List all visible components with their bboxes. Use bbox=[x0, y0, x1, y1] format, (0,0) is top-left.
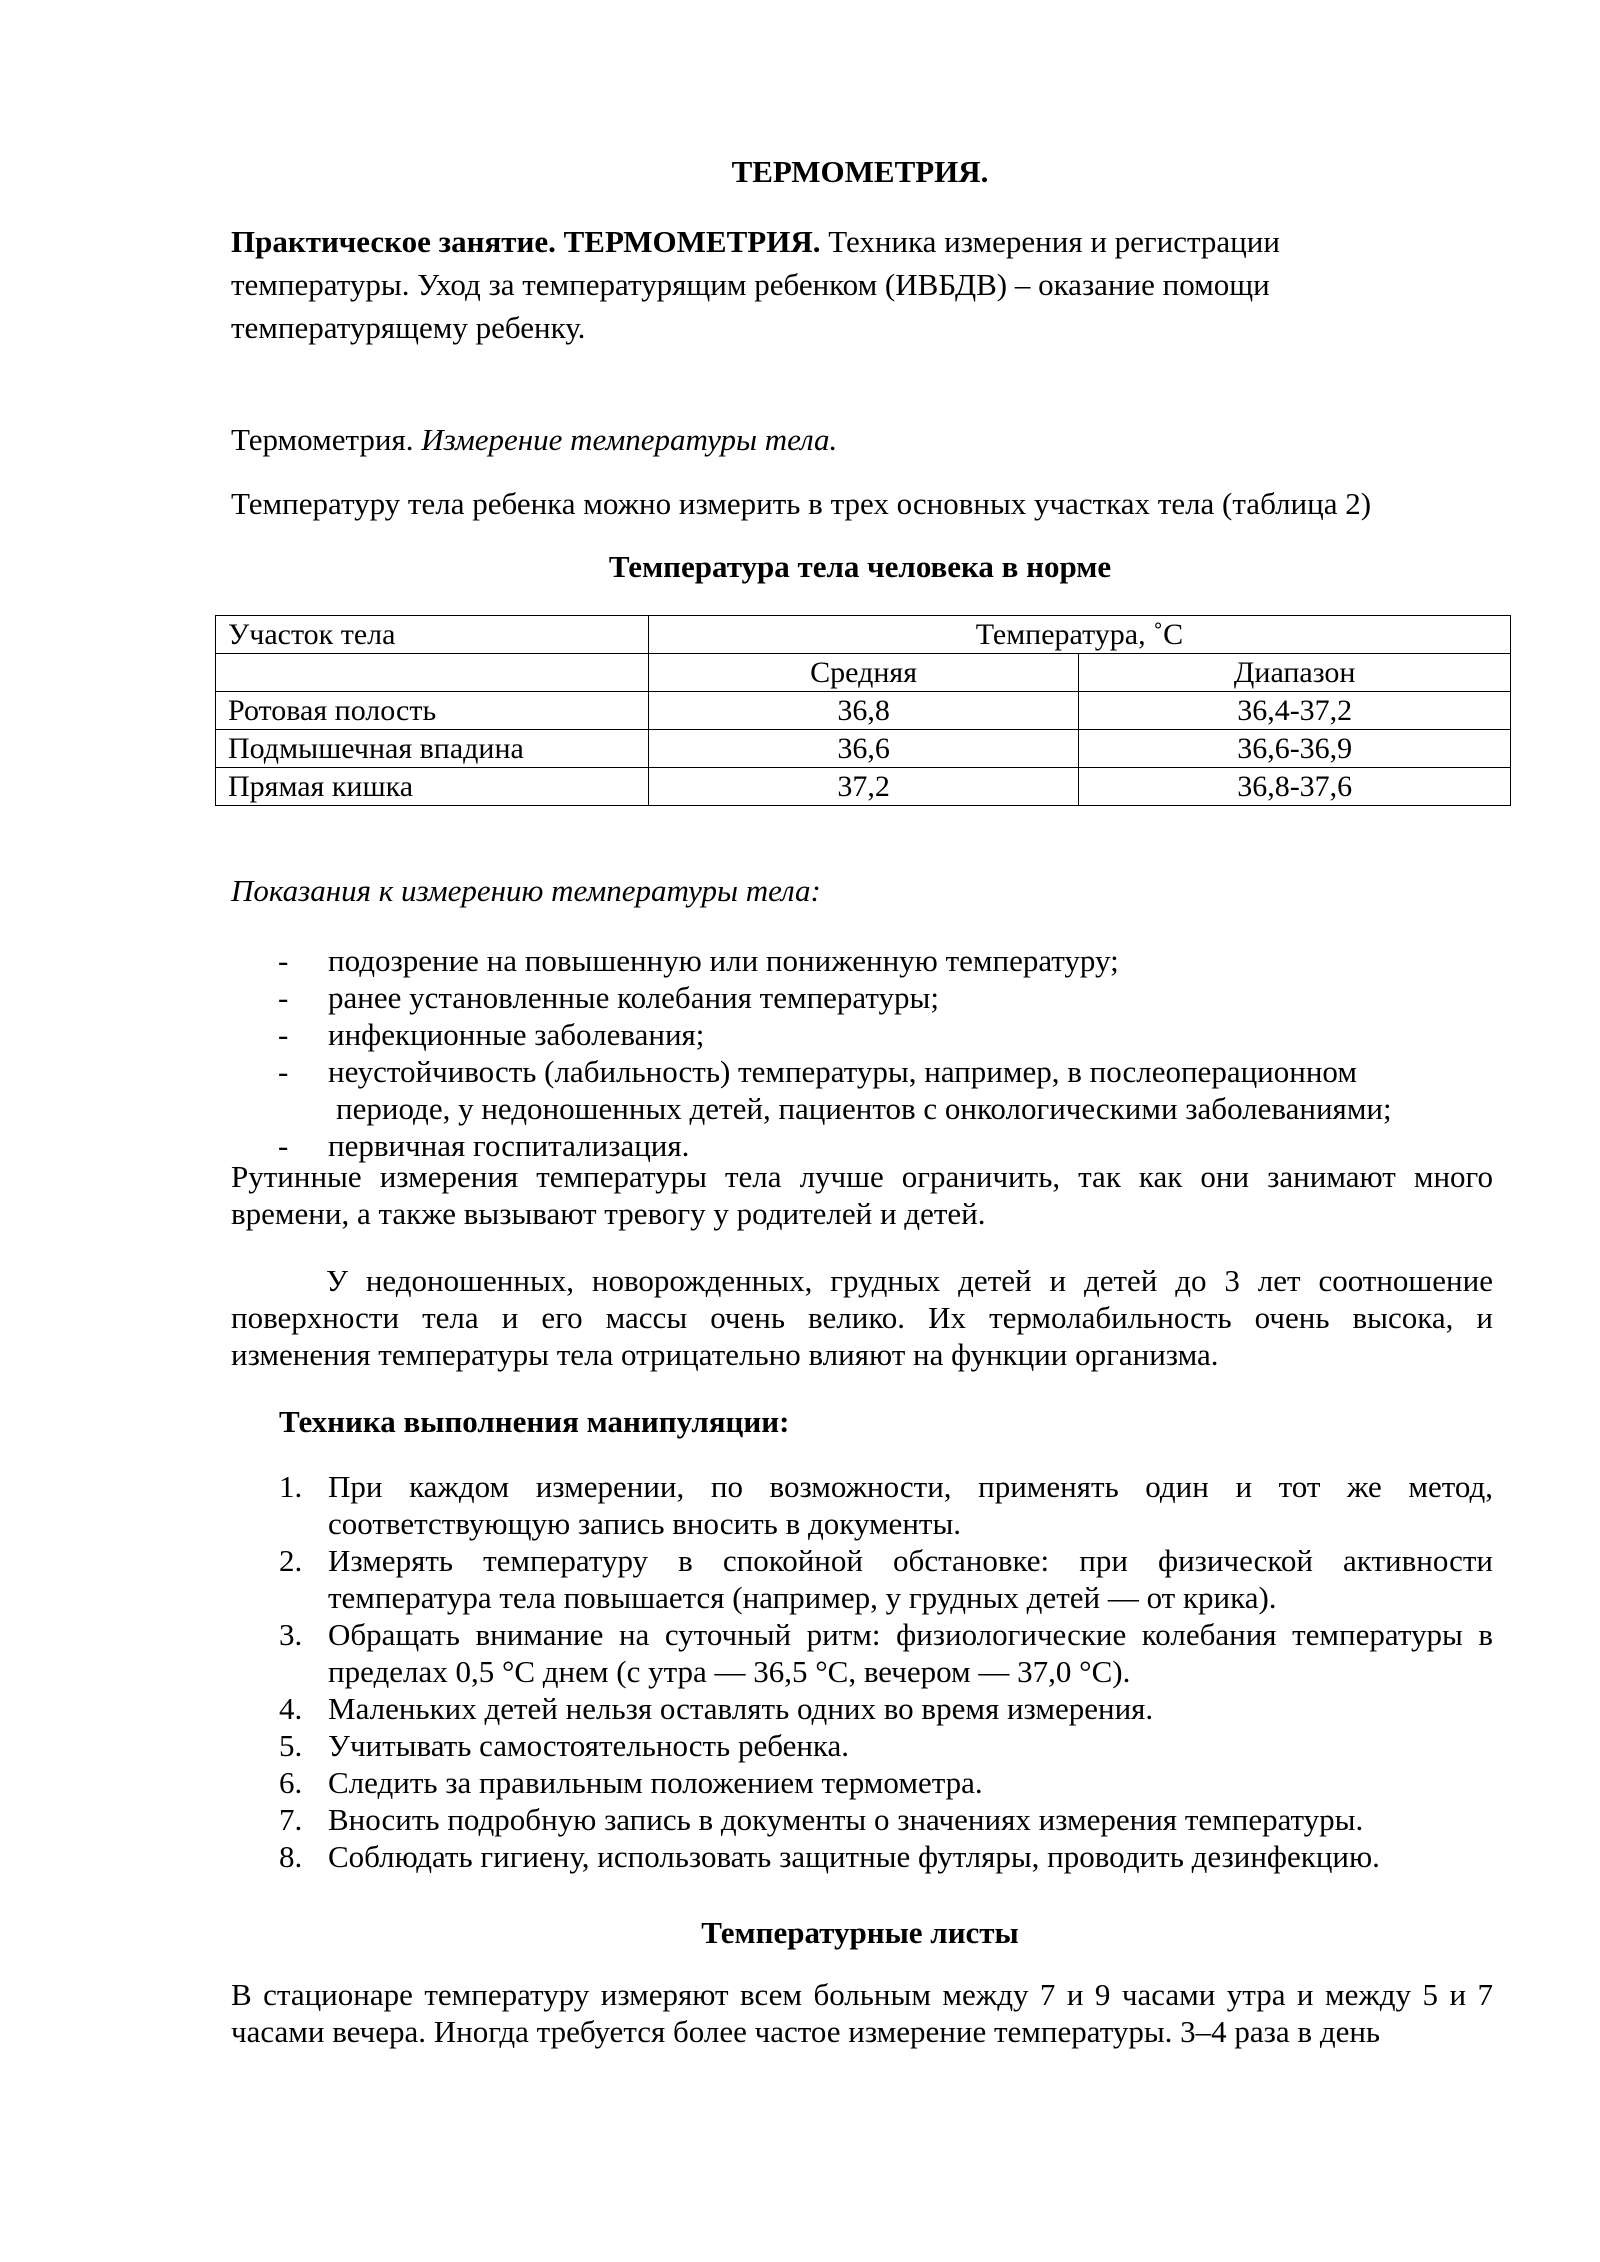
sheets-line-1: В стационаре температуру измеряют всем больным между 7 и 9 часами утра и между 5 и 7 bbox=[231, 1977, 1493, 2012]
header-temperature: Температура, ˚С bbox=[648, 616, 1510, 654]
intro-line-3: температурящему ребенку. bbox=[231, 310, 586, 345]
indications-list bbox=[231, 942, 1501, 1164]
step-text-line: При каждом измерении, по возможности, применять один и тот же метод, bbox=[328, 1469, 1493, 1504]
step-text-line: Измерять температуру в спокойной обстановке: при физической активности bbox=[328, 1543, 1493, 1578]
list-item bbox=[231, 1616, 1493, 1690]
step-number: 5. bbox=[279, 1728, 303, 1763]
list-item-text: неустойчивость (лабильность) температуры, например, в послеоперационном bbox=[328, 1054, 1357, 1089]
subheader-range: Диапазон bbox=[1079, 654, 1511, 692]
indications-heading bbox=[231, 872, 821, 910]
cell-site: Ротовая полость bbox=[216, 692, 649, 730]
intro-line1-rest: Техника измерения и регистрации bbox=[820, 224, 1280, 259]
technique-heading: Техника выполнения манипуляции: bbox=[279, 1404, 790, 1439]
intro-line-1 bbox=[231, 220, 1491, 263]
table-caption: Температура тела человека в норме bbox=[608, 549, 1112, 584]
step-text-line: Учитывать самостоятельность ребенка. bbox=[328, 1728, 850, 1763]
list-item bbox=[231, 1764, 1493, 1801]
subheader-empty bbox=[216, 654, 649, 692]
list-item-text: ранее установленные колебания температуры; bbox=[328, 980, 939, 1015]
table-subheader-row bbox=[216, 654, 1511, 692]
list-bullet: - bbox=[278, 980, 289, 1015]
step-number: 3. bbox=[279, 1617, 303, 1652]
list-item bbox=[231, 979, 1501, 1016]
cell-average: 36,6 bbox=[648, 730, 1079, 768]
premature-line-3: изменения температуры тела отрицательно влияют на функции организма. bbox=[231, 1337, 1219, 1372]
cell-range: 36,8-37,6 bbox=[1079, 768, 1511, 806]
intro-line-2: температуры. Уход за температурящим ребенком (ИВБДВ) – оказание помощи bbox=[231, 267, 1270, 302]
step-text-line: Соблюдать гигиену, использовать защитные футляры, проводить дезинфекцию. bbox=[328, 1839, 1380, 1874]
premature-line-1: У недоношенных, новорожденных, грудных детей и детей до 3 лет соотношение bbox=[326, 1263, 1493, 1298]
list-bullet: - bbox=[278, 943, 289, 978]
temperature-norm-table bbox=[215, 615, 1511, 806]
list-item bbox=[231, 1016, 1501, 1053]
cell-site: Подмышечная впадина bbox=[216, 730, 649, 768]
table-row bbox=[216, 768, 1511, 806]
step-text-line: Обращать внимание на суточный ритм: физиологические колебания температуры в bbox=[328, 1617, 1493, 1652]
step-text-line: Вносить подробную запись в документы о значениях измерения температуры. bbox=[328, 1802, 1364, 1837]
temperature-sheets-heading: Температурные листы bbox=[701, 1915, 1019, 1950]
list-bullet: - bbox=[278, 1128, 289, 1163]
table-intro-text: Температуру тела ребенка можно измерить в трех основных участках тела (таблица 2) bbox=[231, 486, 1372, 521]
premature-line-2: поверхности тела и его массы очень велико. Их термолабильность очень высока, и bbox=[231, 1300, 1493, 1335]
step-number: 2. bbox=[279, 1543, 303, 1578]
step-text-line: пределах 0,5 °С днем (с утра — 36,5 °С, вечером — 37,0 °С). bbox=[328, 1654, 1131, 1689]
section-italic: Измерение температуры тела. bbox=[413, 422, 838, 457]
step-text-line: Маленьких детей нельзя оставлять одних во время измерения. bbox=[328, 1691, 1154, 1726]
list-item bbox=[231, 1801, 1493, 1838]
routine-paragraph bbox=[231, 1158, 1493, 1232]
step-number: 8. bbox=[279, 1839, 303, 1874]
list-item bbox=[231, 1690, 1493, 1727]
step-number: 4. bbox=[279, 1691, 303, 1726]
cell-average: 36,8 bbox=[648, 692, 1079, 730]
premature-paragraph bbox=[231, 1262, 1493, 1373]
step-text-line: температура тела повышается (например, у грудных детей — от крика). bbox=[328, 1580, 1277, 1615]
list-item-text: инфекционные заболевания; bbox=[328, 1017, 705, 1052]
step-text-line: Следить за правильным положением термометра. bbox=[328, 1765, 983, 1800]
cell-range: 36,4-37,2 bbox=[1079, 692, 1511, 730]
list-item-text: первичная госпитализация. bbox=[328, 1128, 690, 1163]
sheets-paragraph bbox=[231, 1976, 1493, 2050]
intro-bold: Практическое занятие. ТЕРМОМЕТРИЯ. bbox=[231, 224, 821, 259]
document-title: ТЕРМОМЕТРИЯ. bbox=[731, 154, 989, 189]
table-row bbox=[216, 692, 1511, 730]
list-item bbox=[231, 942, 1501, 979]
sheets-line-2: часами вечера. Иногда требуется более частое измерение температуры. 3–4 раза в день bbox=[231, 2014, 1381, 2049]
list-item bbox=[231, 1053, 1501, 1127]
list-bullet: - bbox=[278, 1054, 289, 1089]
list-item bbox=[231, 1468, 1493, 1542]
section-lead: Термометрия. bbox=[231, 422, 414, 457]
step-number: 6. bbox=[279, 1765, 303, 1800]
list-item-text: подозрение на повышенную или пониженную температуру; bbox=[328, 943, 1119, 978]
step-text-line: соответствующую запись вносить в документы. bbox=[328, 1506, 962, 1541]
table-header-row bbox=[216, 616, 1511, 654]
routine-line-1: Рутинные измерения температуры тела лучше ограничить, так как они занимают много bbox=[231, 1159, 1493, 1194]
cell-range: 36,6-36,9 bbox=[1079, 730, 1511, 768]
list-bullet: - bbox=[278, 1017, 289, 1052]
step-number: 1. bbox=[279, 1469, 303, 1504]
list-item bbox=[231, 1542, 1493, 1616]
list-item bbox=[231, 1727, 1493, 1764]
subheader-average: Средняя bbox=[648, 654, 1079, 692]
technique-steps-list bbox=[231, 1468, 1493, 1875]
table-row bbox=[216, 730, 1511, 768]
list-item-continuation: периоде, у недоношенных детей, пациентов с онкологическими заболеваниями; bbox=[336, 1091, 1392, 1126]
step-number: 7. bbox=[279, 1802, 303, 1837]
routine-line-2: времени, а также вызывают тревогу у родителей и детей. bbox=[231, 1196, 986, 1231]
cell-average: 37,2 bbox=[648, 768, 1079, 806]
section-thermometry-heading bbox=[231, 421, 837, 459]
header-body-site: Участок тела bbox=[216, 616, 649, 654]
cell-site: Прямая кишка bbox=[216, 768, 649, 806]
indications-heading-text: Показания к измерению температуры тела: bbox=[231, 873, 821, 908]
intro-paragraph bbox=[231, 220, 1491, 349]
list-item bbox=[231, 1838, 1493, 1875]
